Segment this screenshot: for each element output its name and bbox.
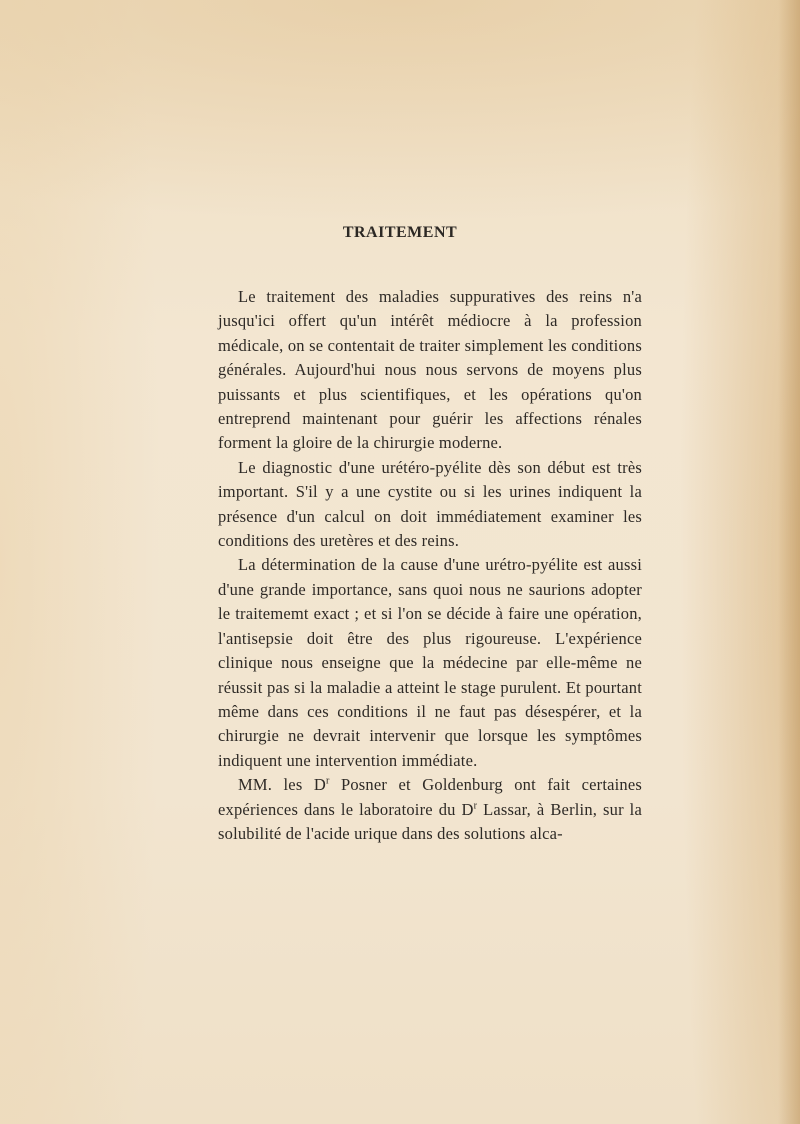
paragraph-1: Le traitement des maladies suppuratives des reins n'a jusqu'ici offert qu'un intérêt médiocre à la profession médicale, on se contentait de traiter simplement les conditions générales. Aujourd'hui nous nous servons de moyens plus puissants et plus scientifiques, et les opérations qu'on entreprend maintenant pour guérir les affections rénales forment la gloire de la chirurgie moderne. — [218, 287, 642, 453]
page-edge-shadow — [778, 0, 800, 1124]
superscript-r: r — [326, 775, 330, 787]
paragraph-2: Le diagnostic d'une urétéro-pyélite dès son début est très important. S'il y a une cystite ou si les urines indiquent la présence d'un calcul on doit immédiatement examiner les conditions des uretères et des reins. — [218, 457, 642, 551]
section-heading: TRAITEMENT — [342, 224, 458, 241]
body-text — [218, 285, 642, 846]
superscript-r: r — [473, 800, 478, 812]
paragraph-3: La détermination de la cause d'une urétro-pyélite est aussi d'une grande importance, sans quoi nous ne saurions adopter le traitememt exact ; et si l'on se décide à faire une opération, l'antisepsie doit être des plus rigoureuse. L'expérience clinique nous enseigne que la médecine par elle-même ne réussit pas si la maladie a atteint le stage purulent. Et pourtant même dans ces conditions il ne faut pas désespérer, et la chirurgie ne devrait intervenir que lorsque les symptômes indiquent une intervention immédiate. — [218, 555, 642, 770]
paragraph-4: MM. les $D^r$ Posner et Goldenburg ont fait certaines expériences dans le laboratoire du $D^r$ Lassar, à Berlin, sur la solubilité de l'acide urique dans des solutions alca- — [218, 775, 643, 843]
